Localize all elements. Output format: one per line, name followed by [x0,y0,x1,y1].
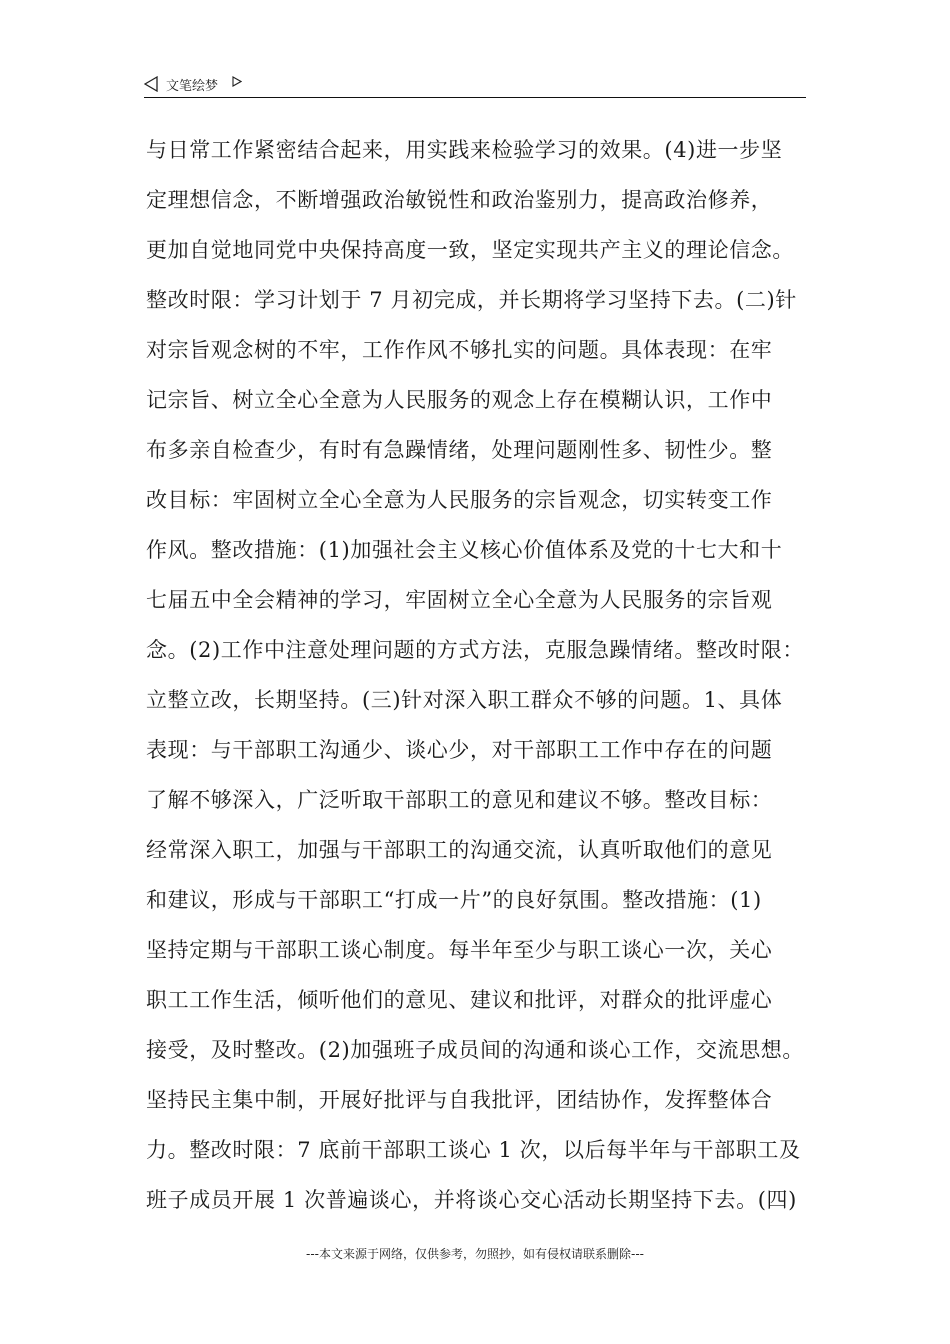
body-line: 作风。整改措施：(1)加强社会主义核心价值体系及党的十七大和十 [146,538,783,562]
header-divider [144,97,806,98]
body-line: 班子成员开展 1 次普遍谈心，并将谈心交心活动长期坚持下去。(四) [146,1188,797,1212]
document-body [146,130,826,1230]
page-header [144,72,806,98]
body-line: 力。整改时限：7 底前干部职工谈心 1 次，以后每半年与干部职工及 [146,1138,801,1162]
body-line: 整改时限：学习计划于 7 月初完成，并长期将学习坚持下去。(二)针 [146,288,797,312]
body-line: 定理想信念，不断增强政治敏锐性和政治鉴别力，提高政治修养， [146,188,773,212]
body-line: 坚持民主集中制，开展好批评与自我批评，团结协作，发挥整体合 [146,1088,773,1112]
body-line: 念。(2)工作中注意处理问题的方式方法，克服急躁情绪。整改时限： [146,638,804,662]
body-line: 与日常工作紧密结合起来，用实践来检验学习的效果。(4)进一步坚 [146,138,783,162]
body-line: 了解不够深入，广泛听取干部职工的意见和建议不够。整改目标： [146,788,773,812]
body-line: 记宗旨、树立全心全意为人民服务的观念上存在模糊认识，工作中 [146,388,773,412]
body-line: 经常深入职工，加强与干部职工的沟通交流，认真听取他们的意见 [146,838,773,862]
body-line: 立整立改，长期坚持。(三)针对深入职工群众不够的问题。1、具体 [146,688,783,712]
body-line: 更加自觉地同党中央保持高度一致，坚定实现共产主义的理论信念。 [146,238,794,262]
header-brand: 文笔绘梦 [166,79,219,94]
body-line: 接受，及时整改。(2)加强班子成员间的沟通和谈心工作，交流思想。 [146,1038,804,1062]
body-line: 职工工作生活，倾听他们的意见、建议和批评，对群众的批评虚心 [146,988,773,1012]
body-line: 坚持定期与干部职工谈心制度。每半年至少与职工谈心一次，关心 [146,938,773,962]
body-line: 表现：与干部职工沟通少、谈心少，对干部职工工作中存在的问题 [146,738,773,762]
body-line: 和建议，形成与干部职工“打成一片”的良好氛围。整改措施：(1) [146,888,762,912]
body-line: 布多亲自检查少，有时有急躁情绪，处理问题刚性多、韧性少。整 [146,438,773,462]
footer-disclaimer: ---本文来源于网络，仅供参考，勿照抄，如有侵权请联系删除--- [306,1247,644,1261]
body-line: 七届五中全会精神的学习，牢固树立全心全意为人民服务的宗旨观 [146,588,773,612]
triangle-left-outline-icon [144,76,158,92]
body-line: 改目标：牢固树立全心全意为人民服务的宗旨观念，切实转变工作 [146,488,773,512]
triangle-right-outline-icon [232,76,242,87]
body-line: 对宗旨观念树的不牢，工作作风不够扎实的问题。具体表现：在牢 [146,338,773,362]
